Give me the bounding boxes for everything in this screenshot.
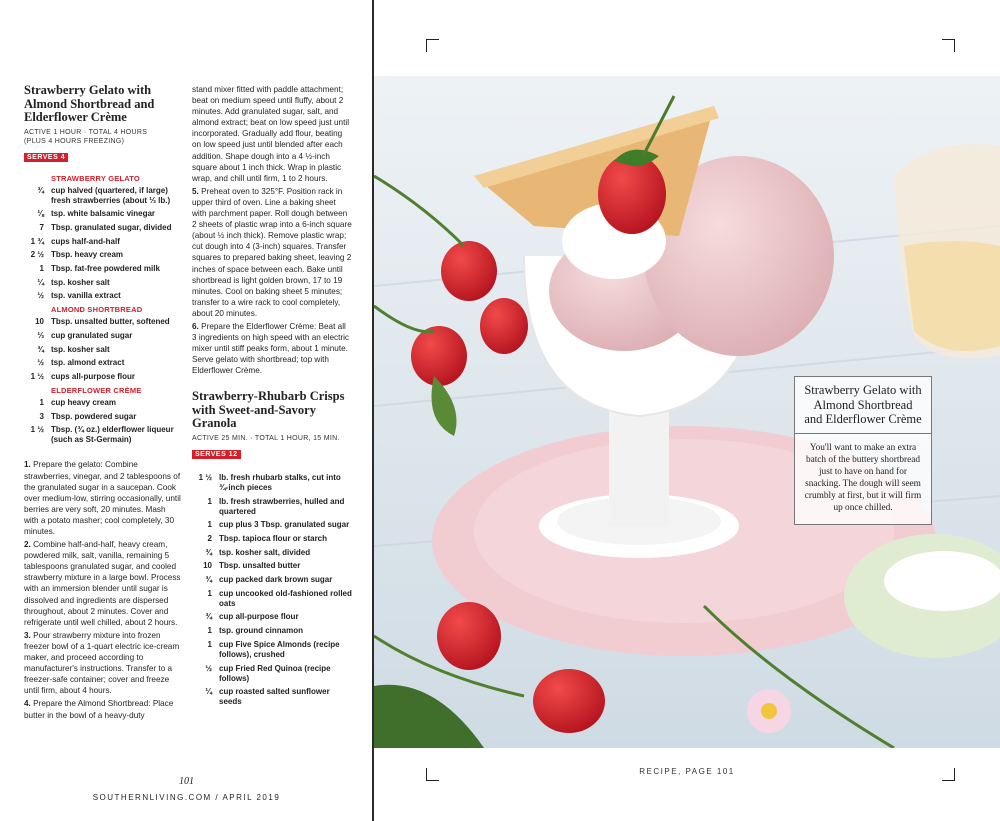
ingredient-row xyxy=(192,561,352,571)
ingredient-row xyxy=(24,264,182,274)
ingredient-text: Tbsp. fat-free powdered milk xyxy=(51,263,160,273)
photo-caption: RECIPE, PAGE 101 xyxy=(639,767,735,776)
ingredient-text: Tbsp. unsalted butter, softened xyxy=(51,317,170,327)
ingredient-quantity: 1 xyxy=(207,496,212,506)
ingredient-row xyxy=(24,345,182,355)
recipe-column-1 xyxy=(24,84,182,723)
ingredient-text: tsp. kosher salt xyxy=(51,277,110,287)
ingredient-text: cup packed dark brown sugar xyxy=(219,575,333,585)
recipe-2-time: ACTIVE 25 MIN. · TOTAL 1 HOUR, 15 MIN. xyxy=(192,434,340,442)
recipe-2-ingredient-list xyxy=(192,473,352,707)
ingredient-quantity: 2 xyxy=(207,534,212,543)
step-number: 3. xyxy=(24,630,31,640)
ingredient-section-heading: STRAWBERRY GELATO xyxy=(51,173,140,183)
ingredient-row xyxy=(24,398,182,408)
ingredient-quantity: ½ xyxy=(205,663,212,673)
ingredient-text: Tbsp. heavy cream xyxy=(51,250,124,260)
ingredient-row xyxy=(192,640,352,660)
method-steps-continued xyxy=(192,84,352,376)
crop-mark xyxy=(426,39,439,52)
step-text: Prepare the gelato: Combine strawberries, vinegar, and 2 tablespoons of the granulated sugar in a saucepan. Cook over medium-low, stirring occasionally, until berries are very soft, 20 minutes. Mash with a potato masher; cool completely, 30 minutes. xyxy=(24,460,181,536)
ingredient-quantity: ¾ xyxy=(205,612,212,622)
ingredient-text: tsp. vanilla extract xyxy=(51,291,121,301)
ingredient-text: cups all-purpose flour xyxy=(51,372,136,382)
step-text: Preheat oven to 325°F. Position rack in upper third of oven. Line a baking sheet with parchment paper. Roll dough between 2 sheets of plastic wrap into a 6-inch square (about ½ inch thick). Remove plastic wrap; cut dough into 4 (3-inch) squares. Transfer squares to prepared baking sheet, leaving 2 inches of space between each. Bake until shortbread is light golden brown, 17 to 19 minutes. Cool on baking sheet 5 minutes; transfer to a wire rack to cool completely, about 20 minutes. xyxy=(192,186,352,318)
ingredient-quantity: 1 ¾ xyxy=(30,236,44,246)
ingredient-quantity: 10 xyxy=(35,317,44,327)
recipe-column-2 xyxy=(192,84,352,711)
ingredient-text: cup roasted salted sunflower seeds xyxy=(219,687,330,707)
ingredient-quantity: ⅛ xyxy=(37,209,44,219)
ingredient-row xyxy=(192,534,352,544)
ingredient-text: cup granulated sugar xyxy=(51,331,133,340)
step-number: 6. xyxy=(192,321,199,331)
method-step xyxy=(24,698,182,720)
gelato-photo xyxy=(374,76,1000,748)
ingredient-section-heading: ELDERFLOWER CRÈME xyxy=(51,386,142,396)
method-step xyxy=(192,84,352,184)
ingredient-text: lb. fresh strawberries, hulled and quartered xyxy=(219,496,345,516)
step-number: 2. xyxy=(24,540,31,550)
ingredient-row xyxy=(24,250,182,260)
step-number: 4. xyxy=(24,699,31,709)
ingredient-quantity: ¾ xyxy=(205,575,212,585)
ingredient-quantity: 10 xyxy=(203,561,212,571)
ingredient-text: Tbsp. granulated sugar, divided xyxy=(51,222,172,232)
ingredient-text: cups half-and-half xyxy=(51,236,120,246)
sidebar-text: You'll want to make an extra batch of the buttery shortbread just to have on hand for snacking. The dough will seem crumbly at first, but it will firm up once chilled. xyxy=(804,442,922,513)
photo-sidebar xyxy=(794,376,932,525)
ingredient-section-heading: ALMOND SHORTBREAD xyxy=(51,305,143,315)
ingredient-row xyxy=(24,425,182,445)
ingredient-row xyxy=(24,209,182,219)
ingredient-text: tsp. ground cinnamon xyxy=(219,626,303,636)
ingredient-quantity: 7 xyxy=(39,222,44,232)
step-number: 5. xyxy=(192,186,199,196)
ingredient-row xyxy=(24,278,182,288)
ingredient-quantity: ¼ xyxy=(205,687,212,697)
method-step xyxy=(192,321,352,376)
ingredient-quantity: ¾ xyxy=(205,547,212,557)
ingredient-text: cup plus 3 Tbsp. granulated sugar xyxy=(219,520,350,530)
recipe-2-title: Strawberry-Rhubarb Crisps with Sweet-and-Savory Granola xyxy=(192,389,345,431)
ingredient-row xyxy=(192,612,352,622)
ingredient-quantity: ¼ xyxy=(37,277,44,287)
ingredient-text: lb. fresh rhubarb stalks, cut into ¾-inch pieces xyxy=(219,472,341,492)
method-step xyxy=(24,539,182,628)
ingredient-text: cup halved (quartered, if large) fresh strawberries (about ⅓ lb.) xyxy=(51,185,171,205)
method-step xyxy=(192,186,352,319)
ingredient-row xyxy=(192,589,352,609)
ingredient-quantity: 1 ½ xyxy=(198,472,212,482)
ingredient-text: Tbsp. powdered sugar xyxy=(51,411,137,421)
ingredient-quantity: 1 xyxy=(207,588,212,598)
sidebar-divider xyxy=(795,433,931,434)
method-step xyxy=(24,630,182,697)
page-number: 101 xyxy=(179,776,194,787)
recipe-title: Strawberry Gelato with Almond Shortbread and Elderflower Crème xyxy=(24,83,155,124)
ingredient-quantity: 1 xyxy=(39,263,44,273)
ingredient-quantity: ⅓ xyxy=(37,331,44,340)
ingredient-row xyxy=(24,291,182,301)
right-page xyxy=(374,0,1000,821)
recipe-2-serves-badge: SERVES 12 xyxy=(192,450,241,459)
step-text: Prepare the Almond Shortbread: Place butter in the bowl of a heavy-duty xyxy=(24,699,174,720)
serves-badge: SERVES 4 xyxy=(24,153,68,162)
ingredient-text: cup Five Spice Almonds (recipe follows), crushed xyxy=(219,639,340,659)
ingredient-row xyxy=(24,358,182,368)
ingredient-list xyxy=(24,174,182,446)
ingredient-text: Tbsp. (¾ oz.) elderflower liqueur (such as St-Germain) xyxy=(51,425,174,445)
ingredient-row xyxy=(192,548,352,558)
ingredient-quantity: 1 xyxy=(207,520,212,530)
step-text: stand mixer fitted with paddle attachment; beat on medium speed until fluffy, about 2 minutes. Add granulated sugar, salt, and almond extract; beat on low speed just until incorporated. Gradually add flour, beating on low speed just until blended after each addition. Shape dough into a 4 ½-inch square about 1 inch thick. Wrap in plastic wrap, and chill until firm, 1 to 2 hours. xyxy=(192,85,350,183)
ingredient-quantity: 2 ½ xyxy=(30,250,44,260)
sidebar-title: Strawberry Gelato with Almond Shortbread and Elderflower Crème xyxy=(804,383,922,426)
ingredient-row xyxy=(192,626,352,636)
ingredient-text: Tbsp. unsalted butter xyxy=(219,561,301,571)
ingredient-text: tsp. kosher salt, divided xyxy=(219,547,311,557)
step-text: Combine half-and-half, heavy cream, powdered milk, salt, vanilla, remaining 5 tablespoons granulated sugar, and cooled strawberry mixture in a large bowl. Process with an immersion blender until sugar is dissolved and ingredients are dispersed throughout, about 2 minutes. Cover and refrigerate until well chilled, about 2 hours. xyxy=(24,540,181,627)
ingredient-quantity: ½ xyxy=(37,358,44,368)
ingredient-quantity: 1 xyxy=(39,398,44,408)
method-step xyxy=(24,459,182,537)
ingredient-quantity: ¾ xyxy=(37,344,44,354)
method-steps xyxy=(24,459,182,720)
ingredient-quantity: 1 xyxy=(207,626,212,636)
ingredient-quantity: ½ xyxy=(37,291,44,301)
ingredient-text: tsp. kosher salt xyxy=(51,344,110,354)
ingredient-text: cup uncooked old-fashioned rolled oats xyxy=(219,588,352,608)
ingredient-row xyxy=(192,687,352,707)
step-text: Pour strawberry mixture into frozen freezer bowl of a 1-quart electric ice-cream maker, and proceed according to manufacturer's instructions. Transfer to a freezer-safe container; cover and freeze until firm, about 4 hours. xyxy=(24,630,180,696)
ingredient-text: tsp. white balsamic vinegar xyxy=(51,209,156,219)
ingredient-quantity: 3 xyxy=(39,411,44,421)
ingredient-text: cup heavy cream xyxy=(51,398,116,408)
ingredient-row xyxy=(24,223,182,233)
ingredient-row xyxy=(192,520,352,530)
ingredient-row xyxy=(192,575,352,585)
ingredient-quantity: 1 ½ xyxy=(30,425,44,435)
ingredient-quantity: 1 xyxy=(207,639,212,649)
ingredient-row xyxy=(24,317,182,327)
ingredient-row xyxy=(24,412,182,422)
ingredient-row xyxy=(192,497,352,517)
ingredient-quantity: ¾ xyxy=(37,185,44,195)
step-text: Prepare the Elderflower Crème: Beat all 3 ingredients on high speed with an electric mixer until stiff peaks form, about 1 minute. Serve gelato with shortbread; top with Elderflower Crème. xyxy=(192,321,350,376)
ingredient-row xyxy=(24,186,182,206)
page-source: SOUTHERNLIVING.COM / APRIL 2019 xyxy=(92,793,281,802)
ingredient-text: tsp. almond extract xyxy=(51,358,125,368)
crop-mark xyxy=(942,39,955,52)
ingredient-row xyxy=(24,372,182,382)
ingredient-row xyxy=(24,237,182,247)
step-number: 1. xyxy=(24,460,31,470)
ingredient-text: cup all-purpose flour xyxy=(219,612,299,622)
left-page xyxy=(0,0,373,821)
ingredient-text: cup Fried Red Quinoa (recipe follows) xyxy=(219,663,331,683)
ingredient-quantity: 1 ½ xyxy=(30,372,44,382)
ingredient-row xyxy=(192,473,352,493)
recipe-time-note: (PLUS 4 HOURS FREEZING) xyxy=(24,137,125,145)
recipe-time: ACTIVE 1 HOUR · TOTAL 4 HOURS xyxy=(24,128,148,136)
ingredient-row xyxy=(24,331,182,341)
ingredient-row xyxy=(192,664,352,684)
ingredient-text: Tbsp. tapioca flour or starch xyxy=(219,534,328,543)
recipe-2 xyxy=(192,390,352,707)
